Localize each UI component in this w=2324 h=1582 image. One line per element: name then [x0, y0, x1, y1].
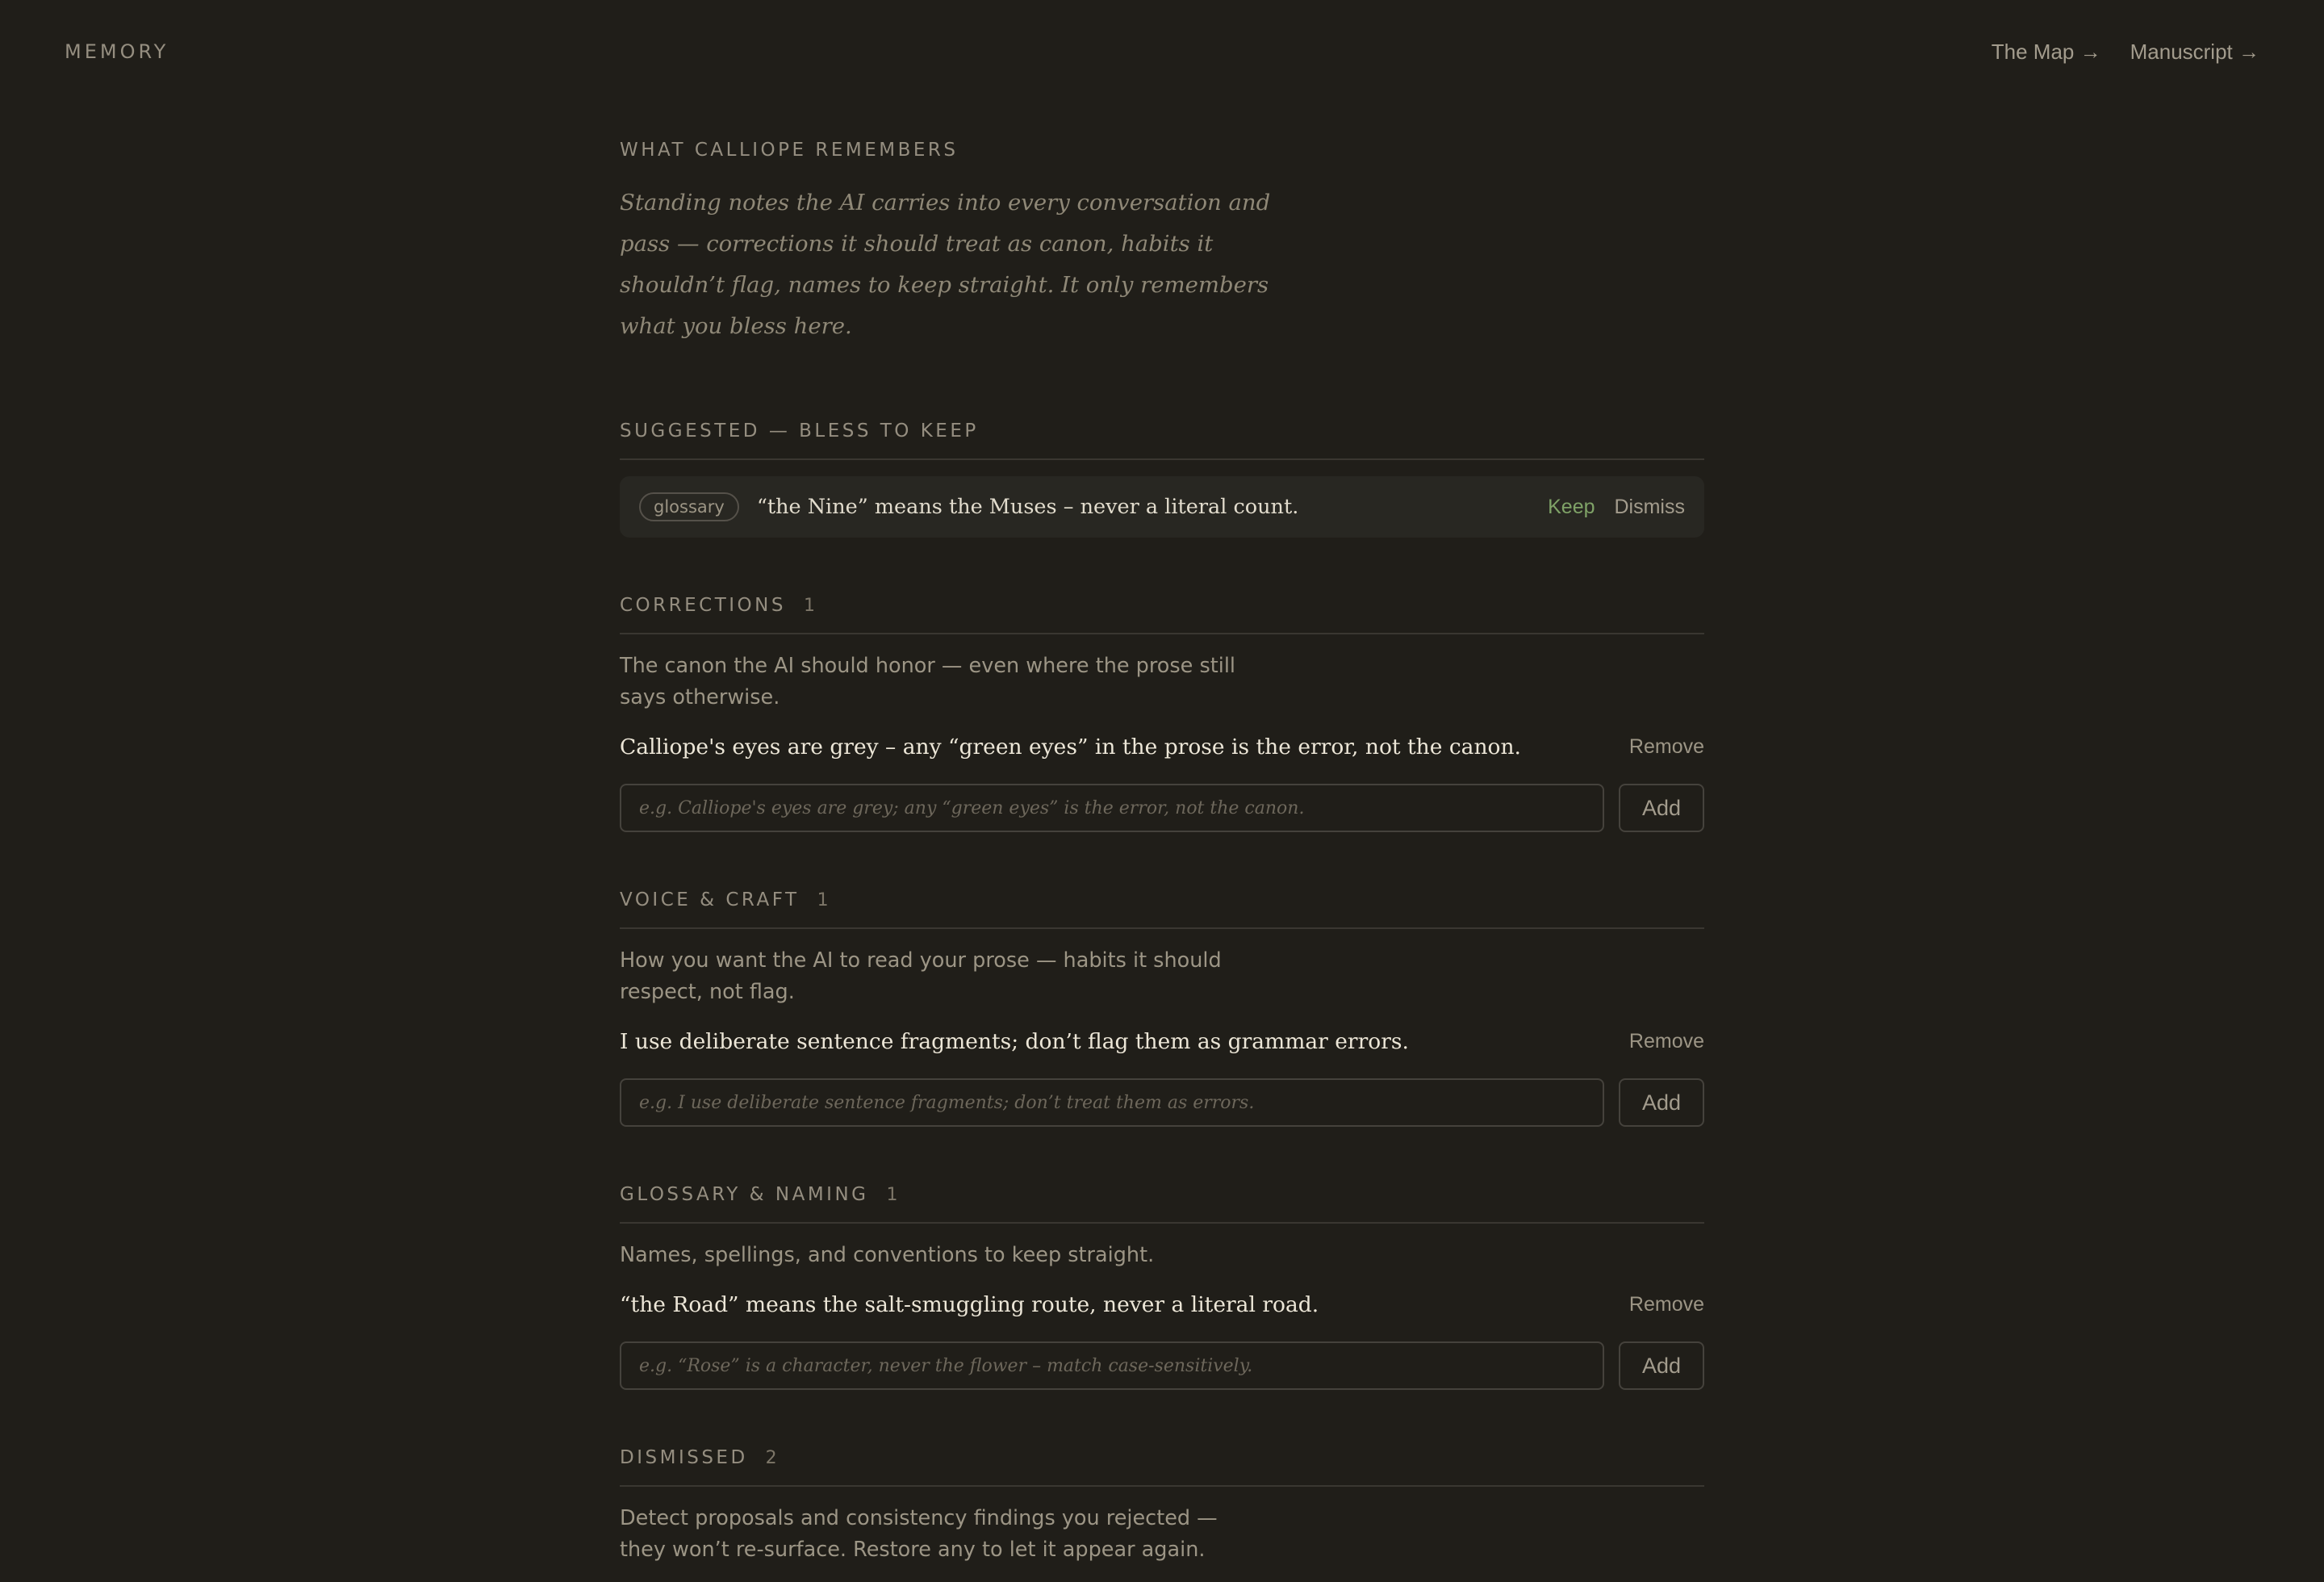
entry-text: “the Road” means the salt-smuggling route, never a literal road.: [620, 1292, 1319, 1317]
voice-craft-header: [620, 887, 1704, 929]
category-tag: glossary: [639, 492, 739, 521]
keep-button[interactable]: Keep: [1548, 495, 1595, 518]
glossary-title: GLOSSARY & NAMING: [620, 1184, 869, 1205]
corrections-add-row: [620, 784, 1704, 832]
dismissed-section: [620, 1445, 1704, 1566]
dismissed-description: Detect proposals and consistency findings you rejected — they won’t re-surface. Restore any to let it appear again.: [620, 1506, 1218, 1562]
memory-entry: [620, 734, 1704, 760]
corrections-input[interactable]: [620, 784, 1604, 832]
corrections-title: CORRECTIONS: [620, 595, 786, 616]
remove-button[interactable]: Remove: [1628, 735, 1704, 758]
corrections-count: 1: [803, 596, 815, 616]
dismiss-button[interactable]: Dismiss: [1614, 495, 1685, 518]
brand-title: MEMORY: [65, 40, 169, 63]
glossary-section: [620, 1182, 1704, 1390]
suggested-section: [620, 418, 1704, 538]
voice-craft-add-button[interactable]: Add: [1619, 1078, 1704, 1127]
dismissed-title: DISMISSED: [620, 1447, 748, 1468]
voice-craft-add-row: [620, 1078, 1704, 1127]
voice-craft-count: 1: [817, 890, 829, 910]
top-nav: [1992, 40, 2259, 65]
corrections-header: [620, 592, 1704, 634]
corrections-section: [620, 592, 1704, 832]
corrections-add-button[interactable]: Add: [1619, 784, 1704, 832]
nav-link-the-map[interactable]: The Map →: [1991, 39, 2101, 64]
voice-craft-title: VOICE & CRAFT: [620, 889, 800, 910]
suggested-header: [620, 418, 1704, 460]
corrections-description: The canon the AI should honor — even where the prose still says otherwise.: [620, 654, 1235, 709]
glossary-count: 1: [886, 1185, 898, 1205]
suggestion-actions: [1548, 496, 1685, 519]
suggestion-card: [620, 476, 1704, 538]
dismissed-header: [620, 1445, 1704, 1487]
suggestion-text: “the Nine” means the Muses – never a literal count.: [756, 495, 1299, 519]
voice-craft-description: How you want the AI to read your prose — habits it should respect, not flag.: [620, 948, 1222, 1004]
suggested-title: SUGGESTED — BLESS TO KEEP: [620, 421, 979, 442]
remove-button[interactable]: Remove: [1628, 1293, 1704, 1316]
voice-craft-input[interactable]: [620, 1078, 1604, 1127]
remove-button[interactable]: Remove: [1628, 1030, 1704, 1053]
nav-link-manuscript[interactable]: Manuscript →: [2130, 39, 2259, 64]
entry-text: Calliope's eyes are grey – any “green eyes” in the prose is the error, not the canon.: [620, 734, 1521, 760]
page-kicker: WHAT CALLIOPE REMEMBERS: [620, 140, 959, 161]
glossary-add-row: [620, 1341, 1704, 1390]
glossary-header: [620, 1182, 1704, 1224]
voice-craft-section: [620, 887, 1704, 1127]
memory-entry: [620, 1292, 1704, 1317]
memory-entry: [620, 1029, 1704, 1054]
glossary-description: Names, spellings, and conventions to keep straight.: [620, 1243, 1155, 1267]
page-intro: Standing notes the AI carries into every conversation and pass — corrections it should treat as canon, habits it shouldn’t flag, names to keep straight. It only remembers what you bless here.: [620, 190, 1271, 339]
glossary-input[interactable]: [620, 1341, 1604, 1390]
dismissed-count: 2: [765, 1448, 777, 1468]
glossary-add-button[interactable]: Add: [1619, 1341, 1704, 1390]
top-bar: [65, 36, 2259, 68]
memory-page: [620, 137, 1704, 1566]
entry-text: I use deliberate sentence fragments; don’t flag them as grammar errors.: [620, 1029, 1409, 1054]
